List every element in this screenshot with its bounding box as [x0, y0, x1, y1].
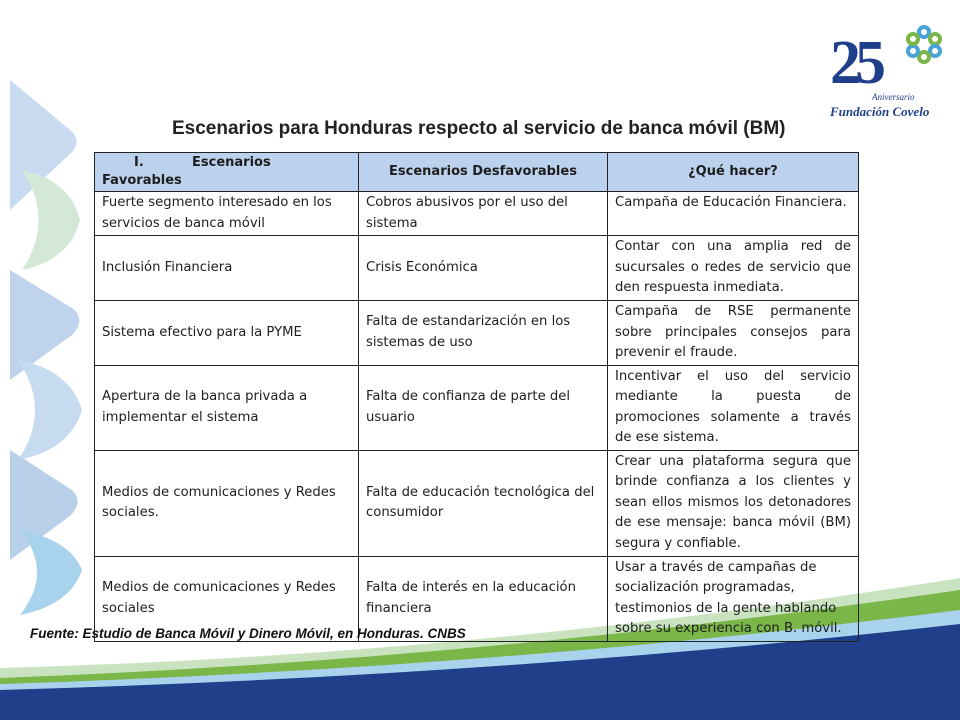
logo-snowflake-icon: [904, 24, 944, 64]
logo-foundation-name: Fundación Covelo: [830, 104, 930, 119]
table-row: [95, 301, 859, 366]
table-row: [95, 192, 859, 236]
slide-title: Escenarios para Honduras respecto al servicio de banca móvil (BM): [172, 118, 786, 139]
cell-que-hacer: Campaña de RSE permanente sobre principales consejos para prevenir el fraude.: [608, 301, 859, 366]
cell-desfavorable: Crisis Económica: [359, 236, 608, 301]
cell-favorable: Sistema efectivo para la PYME: [95, 301, 359, 366]
table-row: [95, 236, 859, 301]
table-header-row: [95, 153, 859, 192]
cell-favorable: Fuerte segmento interesado en los servicios de banca móvil: [95, 192, 359, 236]
scenarios-table: [94, 152, 859, 642]
source-note: Fuente: Estudio de Banca Móvil y Dinero Móvil, en Honduras. CNBS: [30, 626, 466, 641]
logo-25-aniversario: [826, 24, 946, 124]
cell-favorable: Apertura de la banca privada a implementar el sistema: [95, 365, 359, 450]
header-section-number: I.: [134, 155, 144, 170]
cell-desfavorable: Falta de estandarización en los sistemas de uso: [359, 301, 608, 366]
cell-que-hacer: Contar con una amplia red de sucursales o redes de servicio que den respuesta inmediata.: [608, 236, 859, 301]
logo-number: 25: [830, 29, 880, 97]
header-desfavorable: Escenarios Desfavorables: [359, 153, 608, 192]
cell-desfavorable: Cobros abusivos por el uso del sistema: [359, 192, 608, 236]
cell-favorable: Medios de comunicaciones y Redes sociales: [95, 556, 359, 641]
table-row: [95, 450, 859, 556]
cell-que-hacer: Campaña de Educación Financiera.: [608, 192, 859, 236]
header-que-hacer: ¿Qué hacer?: [608, 153, 859, 192]
cell-favorable: Inclusión Financiera: [95, 236, 359, 301]
header-favorable-label: Escenarios Favorables: [102, 155, 271, 188]
table-row: [95, 365, 859, 450]
cell-que-hacer: Usar a través de campañas de socialización programadas, testimonios de la gente hablando sobre su experiencia con B. móvil.: [608, 556, 859, 641]
cell-desfavorable: Falta de interés en la educación financiera: [359, 556, 608, 641]
cell-desfavorable: Falta de educación tecnológica del consumidor: [359, 450, 608, 556]
decorative-pattern-left: [0, 60, 95, 620]
cell-que-hacer: Crear una plataforma segura que brinde confianza a los clientes y sean ellos mismos los detonadores de ese mensaje: banca móvil (BM) segura y confiable.: [608, 450, 859, 556]
cell-que-hacer: Incentivar el uso del servicio mediante la puesta de promociones solamente a través de ese sistema.: [608, 365, 859, 450]
header-favorable: [95, 153, 359, 192]
logo-anniversary-text: Aniversario: [872, 92, 915, 102]
cell-desfavorable: Falta de confianza de parte del usuario: [359, 365, 608, 450]
cell-favorable: Medios de comunicaciones y Redes sociales.: [95, 450, 359, 556]
